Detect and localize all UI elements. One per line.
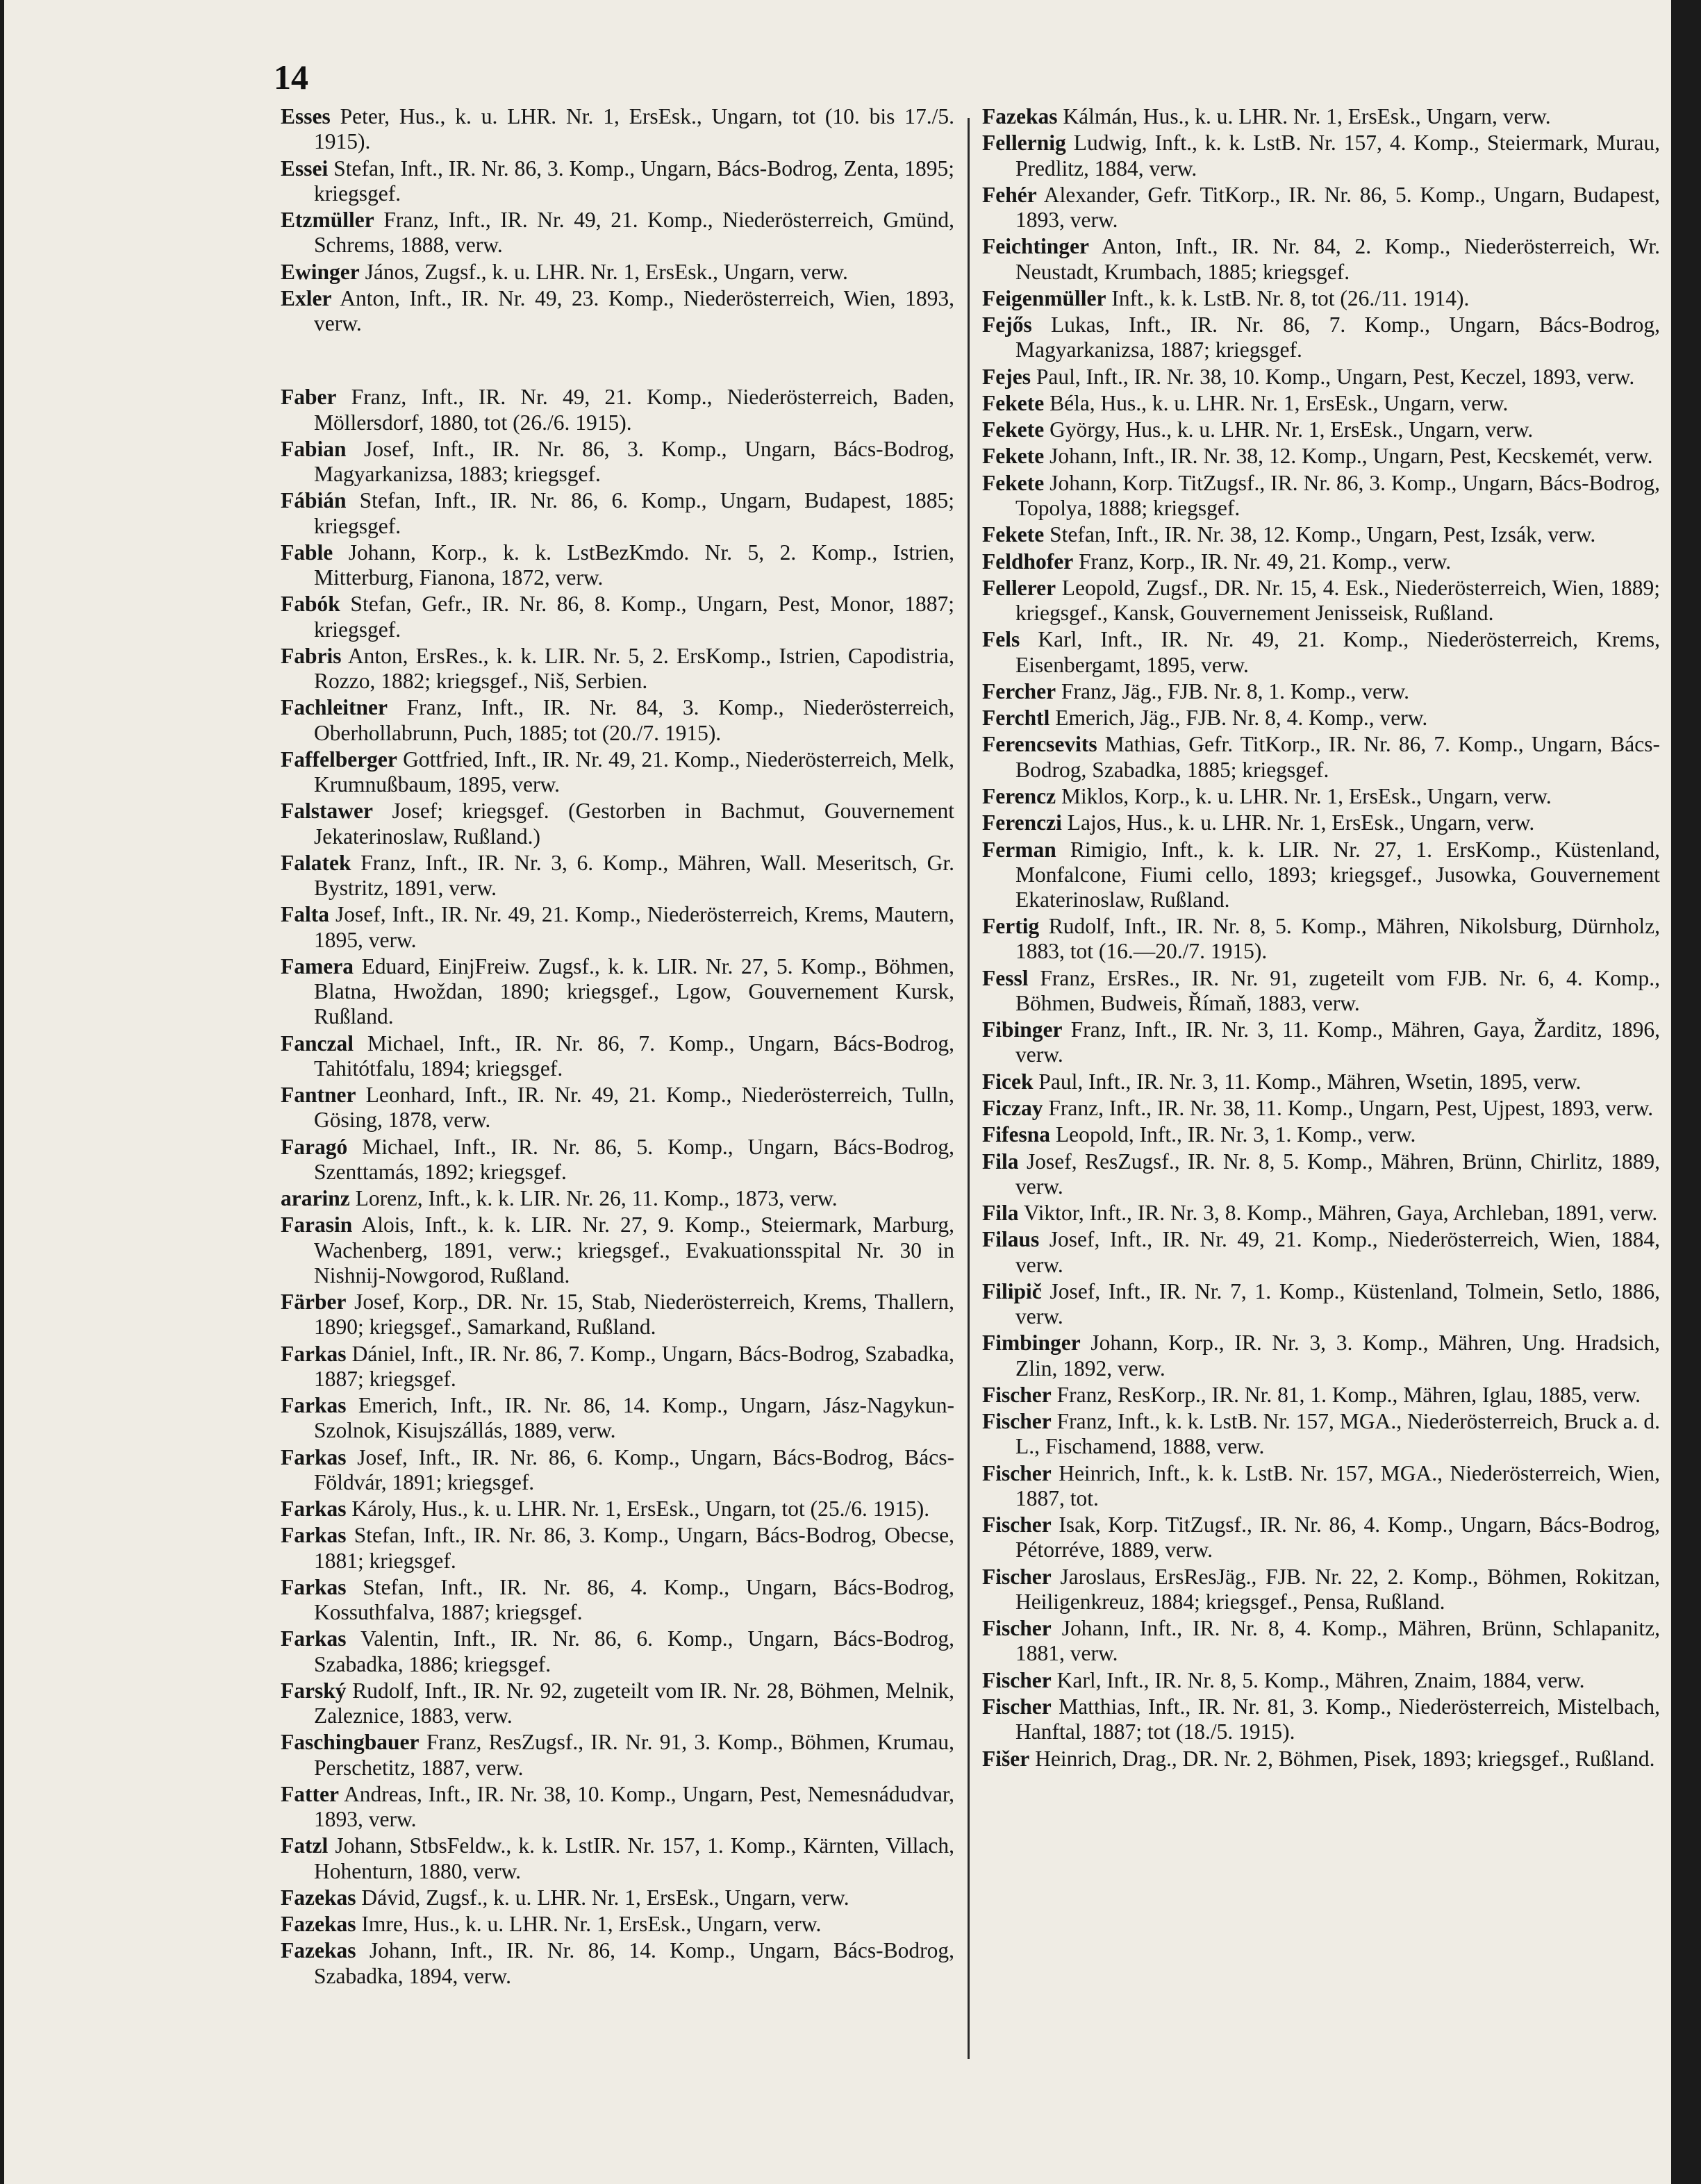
entry-surname: Ewinger xyxy=(281,259,360,284)
entry-details: Peter, Hus., k. u. LHR. Nr. 1, ErsEsk., Ungarn, tot (10. bis 17./5. 1915). xyxy=(314,104,955,154)
register-entry xyxy=(281,1782,954,1832)
entry-surname: Fabian xyxy=(281,436,347,461)
entry-surname: Fessl xyxy=(982,965,1029,990)
page-number: 14 xyxy=(274,58,308,97)
register-entry xyxy=(281,902,954,952)
entry-details: Karl, Inft., IR. Nr. 49, 21. Komp., Niederösterreich, Krems, Eisenbergamt, 1895, verw. xyxy=(1015,627,1660,677)
register-entry xyxy=(281,1135,954,1185)
entry-surname: Ferenczi xyxy=(982,810,1062,835)
entry-surname: Fifesna xyxy=(982,1122,1050,1147)
entry-details: Dávid, Zugsf., k. u. LHR. Nr. 1, ErsEsk., Ungarn, verw. xyxy=(361,1885,849,1910)
entry-details: Josef, ResZugsf., IR. Nr. 8, 5. Komp., Mähren, Brünn, Chirlitz, 1889, verw. xyxy=(1015,1149,1660,1199)
entry-details: Josef, Inft., IR. Nr. 49, 21. Komp., Niederösterreich, Wien, 1884, verw. xyxy=(1015,1227,1660,1277)
register-entry xyxy=(281,1575,954,1625)
register-entry xyxy=(982,1227,1660,1277)
register-entry xyxy=(982,1565,1660,1615)
letter-section-gap xyxy=(281,337,954,385)
entry-surname: Farkas xyxy=(281,1341,347,1366)
register-entry xyxy=(281,1290,954,1340)
entry-surname: Fischer xyxy=(982,1382,1052,1407)
register-entry xyxy=(281,104,954,154)
entry-details: Franz, Inft., IR. Nr. 3, 11. Komp., Mähren, Gaya, Žarditz, 1896, verw. xyxy=(1015,1017,1660,1067)
entry-details: Michael, Inft., IR. Nr. 86, 7. Komp., Ungarn, Bács-Bodrog, Tahitótfalu, 1894; kriegsgef. xyxy=(314,1031,954,1081)
entry-surname: Fercher xyxy=(982,678,1056,703)
entry-details: Matthias, Inft., IR. Nr. 81, 3. Komp., Niederösterreich, Mistelbach, Hanftal, 1887; tot (18./5. 1915). xyxy=(1015,1694,1661,1744)
entry-surname: Fellernig xyxy=(982,131,1066,156)
entry-surname: Fatter xyxy=(281,1781,339,1806)
entry-details: Dániel, Inft., IR. Nr. 86, 7. Komp., Ungarn, Bács-Bodrog, Szabadka, 1887; kriegsgef. xyxy=(314,1341,954,1391)
register-entry xyxy=(281,695,954,745)
register-entry xyxy=(982,914,1660,964)
entry-details: Mathias, Gefr. TitKorp., IR. Nr. 86, 7. Komp., Ungarn, Bács-Bodrog, Szabadka, 1885; kriegsgef. xyxy=(1015,732,1661,782)
entry-surname: Ferman xyxy=(982,837,1056,862)
register-entry xyxy=(982,1461,1660,1511)
entry-surname: Fanczal xyxy=(281,1031,354,1056)
register-entry xyxy=(281,954,954,1030)
entry-surname: Falatek xyxy=(281,850,351,875)
entry-surname: Fekete xyxy=(982,522,1045,547)
entry-surname: Exler xyxy=(281,285,332,310)
register-entry xyxy=(982,1409,1660,1459)
register-entry xyxy=(281,260,954,285)
register-entry xyxy=(982,1616,1660,1666)
entry-details: Johann, StbsFeldw., k. k. LstIR. Nr. 157, 1. Komp., Kärnten, Villach, Hohenturn, 1880, verw. xyxy=(314,1833,955,1883)
entry-surname: Farkas xyxy=(281,1444,347,1469)
entry-surname: Faffelberger xyxy=(281,747,397,772)
register-entry xyxy=(982,1279,1660,1329)
entry-details: Lajos, Hus., k. u. LHR. Nr. 1, ErsEsk., Ungarn, verw. xyxy=(1067,810,1535,835)
entry-details: Franz, Inft., IR. Nr. 38, 11. Komp., Ungarn, Pest, Ujpest, 1893, verw. xyxy=(1048,1096,1654,1121)
right-column xyxy=(982,104,1660,1773)
entry-surname: Fazekas xyxy=(281,1938,356,1963)
entry-surname: Fantner xyxy=(281,1083,356,1107)
register-entry xyxy=(982,1149,1660,1199)
entry-details: Imre, Hus., k. u. LHR. Nr. 1, ErsEsk., Ungarn, verw. xyxy=(361,1912,822,1937)
entry-details: Johann, Inft., IR. Nr. 8, 4. Komp., Mähren, Brünn, Schlapanitz, 1881, verw. xyxy=(1015,1616,1660,1666)
register-entry xyxy=(982,444,1660,469)
entry-details: Rimigio, Inft., k. k. LIR. Nr. 27, 1. ErsKomp., Küstenland, Monfalcone, Fiumi cello, 1893; kriegsgef., Jusowka, Gouvernement Ekaterinoslaw, Rußland. xyxy=(1015,837,1661,912)
entry-details: Josef, Inft., IR. Nr. 49, 21. Komp., Niederösterreich, Krems, Mautern, 1895, verw. xyxy=(314,902,954,952)
entry-surname: Fila xyxy=(982,1201,1019,1226)
entry-details: Michael, Inft., IR. Nr. 86, 5. Komp., Ungarn, Bács-Bodrog, Szenttamás, 1892; kriegsgef. xyxy=(314,1134,954,1184)
entry-details: Andreas, Inft., IR. Nr. 38, 10. Komp., Ungarn, Pest, Nemesnádudvar, 1893, verw. xyxy=(314,1781,954,1831)
register-entry xyxy=(982,1383,1660,1408)
entry-details: Josef; kriegsgef. (Gestorben in Bachmut, Gouvernement Jekaterinoslaw, Rußland.) xyxy=(314,799,955,849)
entry-details: Viktor, Inft., IR. Nr. 3, 8. Komp., Mähren, Gaya, Archleban, 1891, verw. xyxy=(1023,1201,1658,1226)
entry-surname: Ferencsevits xyxy=(982,732,1097,757)
entry-details: Kálmán, Hus., k. u. LHR. Nr. 1, ErsEsk., Ungarn, verw. xyxy=(1063,104,1551,128)
register-entry xyxy=(982,1747,1660,1772)
entry-surname: Fertig xyxy=(982,914,1040,939)
entry-surname: Fibinger xyxy=(982,1017,1063,1042)
entry-details: Franz, Korp., IR. Nr. 49, 21. Komp., verw. xyxy=(1079,549,1452,574)
entry-surname: Fabris xyxy=(281,643,342,668)
entry-details: Anton, ErsRes., k. k. LIR. Nr. 5, 2. ErsKomp., Istrien, Capodistria, Rozzo, 1882; kriegsgef., Niš, Serbien. xyxy=(314,643,955,693)
register-entry xyxy=(281,286,954,336)
entry-surname: Fila xyxy=(982,1149,1019,1174)
entry-details: Alexander, Gefr. TitKorp., IR. Nr. 86, 5. Komp., Ungarn, Budapest, 1893, verw. xyxy=(1015,182,1660,232)
entry-surname: Filipič xyxy=(982,1278,1042,1303)
entry-surname: Fischer xyxy=(982,1694,1052,1719)
entry-surname: Fazekas xyxy=(281,1885,356,1910)
entry-surname: Fischer xyxy=(982,1667,1052,1692)
entry-details: Inft., k. k. LstB. Nr. 8, tot (26./11. 1914). xyxy=(1111,285,1470,310)
entry-details: Rudolf, Inft., IR. Nr. 92, zugeteilt vom IR. Nr. 28, Böhmen, Melnik, Zaleznice, 1883, verw. xyxy=(314,1678,955,1728)
entry-details: Jaroslaus, ErsResJäg., FJB. Nr. 22, 2. Komp., Böhmen, Rokitzan, Heiligenkreuz, 1884; kriegsgef., Pensa, Rußland. xyxy=(1015,1564,1660,1614)
entry-details: Heinrich, Drag., DR. Nr. 2, Böhmen, Pisek, 1893; kriegsgef., Rußland. xyxy=(1035,1746,1655,1771)
entry-details: Ludwig, Inft., k. k. LstB. Nr. 157, 4. Komp., Steiermark, Murau, Predlitz, 1884, verw. xyxy=(1015,131,1660,181)
entry-surname: Fekete xyxy=(982,417,1045,442)
entry-surname: Fazekas xyxy=(281,1912,356,1937)
entry-details: Karl, Inft., IR. Nr. 8, 5. Komp., Mähren, Znaim, 1884, verw. xyxy=(1056,1667,1585,1692)
register-entry xyxy=(281,1938,954,1988)
column-divider xyxy=(968,118,970,2059)
register-entry xyxy=(982,104,1660,129)
entry-surname: Fišer xyxy=(982,1746,1030,1771)
register-entry xyxy=(982,365,1660,390)
register-entry xyxy=(281,799,954,849)
entry-details: Rudolf, Inft., IR. Nr. 8, 5. Komp., Mähren, Nikolsburg, Dürnholz, 1883, tot (16.—20./7. 1915). xyxy=(1015,914,1660,964)
register-entry xyxy=(281,1186,954,1211)
entry-details: Lorenz, Inft., k. k. LIR. Nr. 26, 11. Komp., 1873, verw. xyxy=(355,1186,838,1210)
entry-details: Emerich, Inft., IR. Nr. 86, 14. Komp., Ungarn, Jász-Nagykun-Szolnok, Kisujszállás, 1889, verw. xyxy=(314,1393,955,1443)
register-entry xyxy=(982,1096,1660,1121)
entry-details: Johann, Inft., IR. Nr. 38, 12. Komp., Ungarn, Pest, Kecskemét, verw. xyxy=(1049,444,1653,469)
entry-surname: Ficzay xyxy=(982,1096,1043,1121)
register-entry xyxy=(281,747,954,797)
entry-surname: Fazekas xyxy=(982,104,1058,128)
register-entry xyxy=(982,966,1660,1016)
entry-details: Johann, Korp., IR. Nr. 3, 3. Komp., Mähren, Ung. Hradsich, Zlin, 1892, verw. xyxy=(1015,1331,1661,1381)
entry-details: Anton, Inft., IR. Nr. 84, 2. Komp., Niederösterreich, Wr. Neustadt, Krumbach, 1885; kriegsgef. xyxy=(1015,234,1661,284)
entry-surname: Fimbinger xyxy=(982,1331,1081,1356)
entry-details: Gottfried, Inft., IR. Nr. 49, 21. Komp., Niederösterreich, Melk, Krumnußbaum, 1895, verw. xyxy=(314,747,954,797)
register-entry xyxy=(982,706,1660,731)
entry-surname: Fehér xyxy=(982,182,1037,207)
entry-surname: Fischer xyxy=(982,1616,1052,1641)
register-entry xyxy=(281,1730,954,1780)
entry-surname: Feigenmüller xyxy=(982,285,1106,310)
entry-details: Isak, Korp. TitZugsf., IR. Nr. 86, 4. Komp., Ungarn, Bács-Bodrog, Pétorréve, 1889, verw. xyxy=(1015,1512,1661,1562)
entry-details: Franz, Jäg., FJB. Nr. 8, 1. Komp., verw. xyxy=(1061,678,1410,703)
register-entry xyxy=(982,1512,1660,1562)
entry-surname: Faragó xyxy=(281,1134,348,1159)
register-entry xyxy=(982,627,1660,677)
entry-surname: Feldhofer xyxy=(982,549,1074,574)
register-entry xyxy=(982,1017,1660,1067)
entry-surname: Ferencz xyxy=(982,783,1056,808)
register-entry xyxy=(281,1342,954,1392)
register-entry xyxy=(281,644,954,694)
left-column xyxy=(281,104,954,1990)
register-entry xyxy=(982,784,1660,809)
register-entry xyxy=(281,1626,954,1676)
register-entry xyxy=(982,417,1660,442)
entry-details: Stefan, Inft., IR. Nr. 86, 3. Komp., Ungarn, Bács-Bodrog, Zenta, 1895; kriegsgef. xyxy=(314,156,954,206)
entry-details: Franz, Inft., IR. Nr. 3, 6. Komp., Mähren, Wall. Meseritsch, Gr. Bystritz, 1891, verw. xyxy=(314,850,955,900)
entry-details: Károly, Hus., k. u. LHR. Nr. 1, ErsEsk., Ungarn, tot (25./6. 1915). xyxy=(351,1497,930,1521)
entry-surname: Esses xyxy=(281,104,331,128)
register-entry xyxy=(982,679,1660,704)
entry-surname: Etzmüller xyxy=(281,208,374,232)
entry-details: Leopold, Zugsf., DR. Nr. 15, 4. Esk., Niederösterreich, Wien, 1889; kriegsgef., Kansk, Gouvernement Jenisseisk, Rußland. xyxy=(1015,575,1660,626)
register-entry xyxy=(281,1445,954,1495)
register-entry xyxy=(281,1031,954,1081)
entry-surname: Essei xyxy=(281,156,329,181)
entry-details: Emerich, Jäg., FJB. Nr. 8, 4. Komp., verw. xyxy=(1055,706,1428,731)
entry-details: Franz, Inft., k. k. LstB. Nr. 157, MGA., Niederösterreich, Bruck a. d. L., Fischamend, 1888, verw. xyxy=(1015,1409,1661,1459)
register-entry xyxy=(982,1331,1660,1381)
register-entry xyxy=(982,810,1660,835)
entry-details: Leopold, Inft., IR. Nr. 3, 1. Komp., verw. xyxy=(1055,1122,1416,1147)
entry-surname: Faber xyxy=(281,385,337,410)
register-entry xyxy=(982,471,1660,521)
register-entry xyxy=(281,1523,954,1573)
entry-details: Paul, Inft., IR. Nr. 3, 11. Komp., Mähren, Wsetin, 1895, verw. xyxy=(1038,1069,1582,1094)
entry-surname: ararinz xyxy=(281,1186,350,1210)
entry-surname: Fachleitner xyxy=(281,695,388,720)
register-entry xyxy=(982,1694,1660,1744)
entry-surname: Fels xyxy=(982,627,1020,652)
entry-surname: Fatzl xyxy=(281,1833,329,1858)
entry-details: Josef, Inft., IR. Nr. 7, 1. Komp., Küstenland, Tolmein, Setlo, 1886, verw. xyxy=(1015,1278,1661,1329)
register-entry xyxy=(982,576,1660,626)
register-entry xyxy=(982,1069,1660,1094)
entry-details: Stefan, Inft., IR. Nr. 86, 6. Komp., Ungarn, Budapest, 1885; kriegsgef. xyxy=(314,488,954,538)
entry-surname: Fable xyxy=(281,540,333,565)
entry-surname: Fekete xyxy=(982,470,1045,495)
entry-details: Paul, Inft., IR. Nr. 38, 10. Komp., Ungarn, Pest, Keczel, 1893, verw. xyxy=(1036,364,1635,389)
register-entry xyxy=(982,183,1660,233)
entry-surname: Feichtinger xyxy=(982,234,1089,259)
entry-surname: Fellerer xyxy=(982,575,1056,600)
register-entry xyxy=(982,312,1660,362)
register-entry xyxy=(281,1678,954,1728)
entry-surname: Ferchtl xyxy=(982,706,1050,731)
entry-details: Franz, Inft., IR. Nr. 84, 3. Komp., Niederösterreich, Oberhollabrunn, Puch, 1885; tot (20./7. 1915). xyxy=(314,695,955,745)
entry-details: Leonhard, Inft., IR. Nr. 49, 21. Komp., Niederösterreich, Tulln, Gösing, 1878, verw. xyxy=(314,1083,954,1133)
register-entry xyxy=(281,851,954,901)
register-entry xyxy=(982,837,1660,913)
register-entry xyxy=(281,1833,954,1883)
register-entry xyxy=(281,1497,954,1522)
register-entry xyxy=(982,286,1660,311)
entry-details: Anton, Inft., IR. Nr. 49, 23. Komp., Niederösterreich, Wien, 1893, verw. xyxy=(314,285,954,335)
entry-details: Johann, Inft., IR. Nr. 86, 14. Komp., Ungarn, Bács-Bodrog, Szabadka, 1894, verw. xyxy=(314,1938,954,1988)
entry-details: Franz, Inft., IR. Nr. 49, 21. Komp., Niederösterreich, Baden, Möllersdorf, 1880, tot (26./6. 1915). xyxy=(314,385,955,435)
entry-surname: Farkas xyxy=(281,1574,347,1599)
register-entry xyxy=(281,208,954,258)
register-entry xyxy=(281,1885,954,1910)
entry-details: Valentin, Inft., IR. Nr. 86, 6. Komp., Ungarn, Bács-Bodrog, Szabadka, 1886; kriegsgef. xyxy=(314,1626,954,1676)
register-entry xyxy=(982,522,1660,547)
register-entry xyxy=(982,1122,1660,1147)
entry-surname: Fischer xyxy=(982,1460,1052,1485)
entry-surname: Fabók xyxy=(281,592,340,617)
entry-surname: Farkas xyxy=(281,1626,347,1651)
entry-surname: Fischer xyxy=(982,1409,1052,1434)
register-entry xyxy=(281,592,954,642)
entry-surname: Fischer xyxy=(982,1512,1052,1537)
register-entry xyxy=(281,156,954,206)
entry-details: Franz, ResKorp., IR. Nr. 81, 1. Komp., Mähren, Iglau, 1885, verw. xyxy=(1056,1382,1641,1407)
register-entry xyxy=(982,1201,1660,1226)
entry-surname: Filaus xyxy=(982,1227,1040,1252)
register-entry xyxy=(281,1083,954,1133)
register-entry xyxy=(281,540,954,590)
entry-surname: Fejős xyxy=(982,312,1032,337)
entry-details: Josef, Inft., IR. Nr. 86, 3. Komp., Ungarn, Bács-Bodrog, Magyarkanizsa, 1883; kriegsgef. xyxy=(314,436,954,486)
entry-details: János, Zugsf., k. u. LHR. Nr. 1, ErsEsk., Ungarn, verw. xyxy=(365,259,848,284)
entry-surname: Farkas xyxy=(281,1393,347,1417)
entry-surname: Ficek xyxy=(982,1069,1034,1094)
entry-details: Stefan, Inft., IR. Nr. 38, 12. Komp., Ungarn, Pest, Izsák, verw. xyxy=(1049,522,1596,547)
entry-surname: Farkas xyxy=(281,1523,347,1548)
entry-details: Josef, Inft., IR. Nr. 86, 6. Komp., Ungarn, Bács-Bodrog, Bács-Földvár, 1891; kriegsgef. xyxy=(314,1444,955,1494)
entry-surname: Fekete xyxy=(982,390,1045,415)
register-entry xyxy=(281,385,954,435)
register-entry xyxy=(982,1668,1660,1693)
register-entry xyxy=(982,732,1660,782)
entry-surname: Fejes xyxy=(982,364,1031,389)
register-page xyxy=(4,0,1671,2184)
entry-surname: Färber xyxy=(281,1290,347,1314)
entry-surname: Farasin xyxy=(281,1212,353,1237)
entry-details: Stefan, Inft., IR. Nr. 86, 4. Komp., Ungarn, Bács-Bodrog, Kossuthfalva, 1887; kriegsgef. xyxy=(314,1574,954,1624)
entry-details: Béla, Hus., k. u. LHR. Nr. 1, ErsEsk., Ungarn, verw. xyxy=(1049,390,1509,415)
entry-surname: Faschingbauer xyxy=(281,1730,420,1755)
entry-details: Eduard, EinjFreiw. Zugsf., k. k. LIR. Nr. 27, 5. Komp., Böhmen, Blatna, Hwoždan, 1890; kriegsgef., Lgow, Gouvernement Kursk, Rußland. xyxy=(314,953,954,1029)
register-entry xyxy=(982,234,1660,284)
register-entry xyxy=(281,488,954,538)
entry-details: Stefan, Inft., IR. Nr. 86, 3. Komp., Ungarn, Bács-Bodrog, Obecse, 1881; kriegsgef. xyxy=(314,1523,954,1573)
entry-details: Alois, Inft., k. k. LIR. Nr. 27, 9. Komp., Steiermark, Marburg, Wachenberg, 1891, verw.; kriegsgef., Evakuationsspital Nr. 30 in Nishnij-Nowgorod, Rußland. xyxy=(314,1212,954,1287)
entry-surname: Famera xyxy=(281,953,354,978)
register-entry xyxy=(982,391,1660,416)
register-entry xyxy=(281,437,954,487)
register-entry xyxy=(281,1212,954,1288)
register-entry xyxy=(281,1912,954,1937)
entry-surname: Falta xyxy=(281,902,329,927)
register-entry xyxy=(982,131,1660,181)
entry-surname: Fischer xyxy=(982,1564,1052,1589)
entry-surname: Farkas xyxy=(281,1497,347,1521)
entry-details: Franz, Inft., IR. Nr. 49, 21. Komp., Niederösterreich, Gmünd, Schrems, 1888, verw. xyxy=(314,208,954,258)
entry-surname: Farský xyxy=(281,1678,347,1703)
entry-details: Franz, ResZugsf., IR. Nr. 91, 3. Komp., Böhmen, Krumau, Perschetitz, 1887, verw. xyxy=(314,1730,955,1780)
entry-surname: Fábián xyxy=(281,488,347,513)
entry-surname: Falstawer xyxy=(281,799,373,824)
entry-details: Franz, ErsRes., IR. Nr. 91, zugeteilt vom FJB. Nr. 6, 4. Komp., Böhmen, Budweis, Římaň, 1883, verw. xyxy=(1015,965,1661,1015)
register-entry xyxy=(982,549,1660,574)
entry-details: György, Hus., k. u. LHR. Nr. 1, ErsEsk., Ungarn, verw. xyxy=(1049,417,1534,442)
entry-surname: Fekete xyxy=(982,444,1045,469)
entry-details: Heinrich, Inft., k. k. LstB. Nr. 157, MGA., Niederösterreich, Wien, 1887, tot. xyxy=(1015,1460,1660,1510)
entry-details: Johann, Korp., k. k. LstBezKmdo. Nr. 5, 2. Komp., Istrien, Mitterburg, Fianona, 1872, verw. xyxy=(314,540,954,590)
entry-details: Miklos, Korp., k. u. LHR. Nr. 1, ErsEsk., Ungarn, verw. xyxy=(1061,783,1552,808)
entry-details: Lukas, Inft., IR. Nr. 86, 7. Komp., Ungarn, Bács-Bodrog, Magyarkanizsa, 1887; kriegsgef. xyxy=(1015,312,1661,362)
entry-details: Johann, Korp. TitZugsf., IR. Nr. 86, 3. Komp., Ungarn, Bács-Bodrog, Topolya, 1888; kriegsgef. xyxy=(1015,470,1661,520)
register-entry xyxy=(281,1393,954,1443)
entry-details: Stefan, Gefr., IR. Nr. 86, 8. Komp., Ungarn, Pest, Monor, 1887; kriegsgef. xyxy=(314,592,954,642)
entry-details: Josef, Korp., DR. Nr. 15, Stab, Niederösterreich, Krems, Thallern, 1890; kriegsgef., Samarkand, Rußland. xyxy=(314,1290,955,1340)
